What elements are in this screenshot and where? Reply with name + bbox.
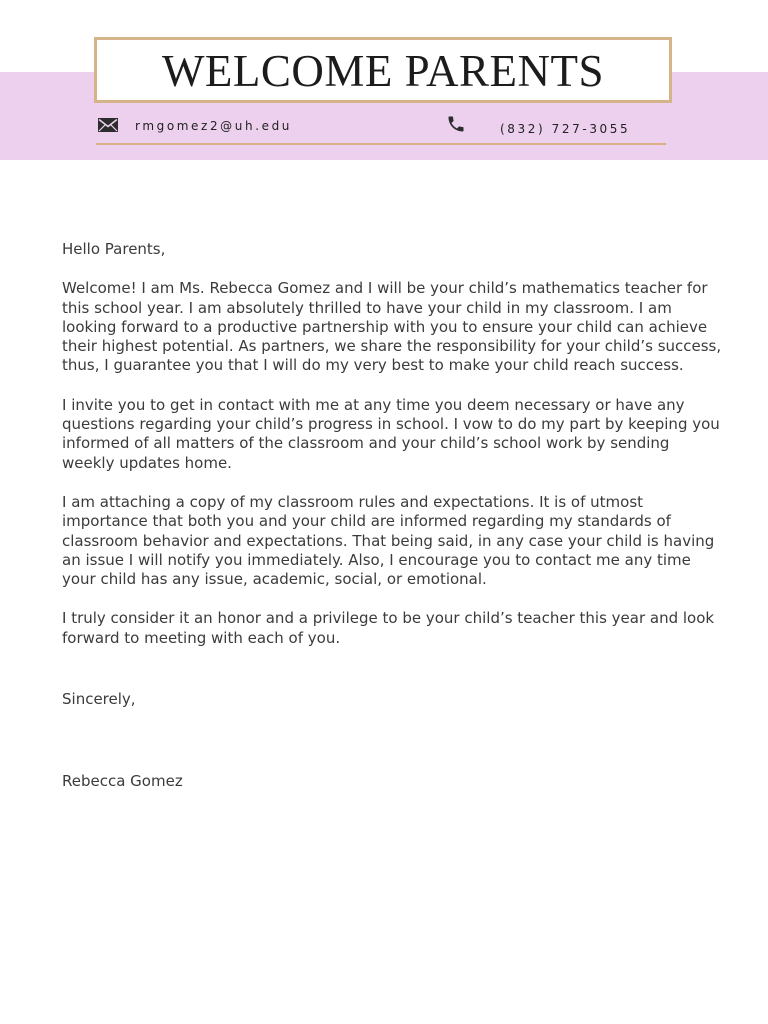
email-address: rmgomez2@uh.edu <box>135 119 293 133</box>
phone-icon <box>446 114 466 138</box>
letter-paragraph: I truly consider it an honor and a privilege to be your child’s teacher this year and look forward to meeting with each of you. <box>62 609 715 647</box>
page-title: WELCOME PARENTS <box>161 46 605 96</box>
phone-contact[interactable] <box>446 114 630 138</box>
letter-greeting: Hello Parents, <box>62 240 166 258</box>
letter-signature: Rebecca Gomez <box>62 772 183 791</box>
letter-paragraph: I invite you to get in contact with me at any time you deem necessary or have any questions regarding your child’s progress in school. I vow to do my part by keeping you informed of all matters of the classroom and your child’s school work by sending weekly updates home. <box>62 395 720 472</box>
title-box <box>94 37 672 103</box>
letter-body <box>62 240 722 792</box>
letter-paragraph: Welcome! I am Ms. Rebecca Gomez and I will be your child’s mathematics teacher for this school year. I am absolutely thrilled to have your child in my classroom. I am looking forward to a productive partnership with you to ensure your child can achieve their highest potential. As partners, we share the responsibility for your child’s success, thus, I guarantee you that I will do my very best to make your child reach success. <box>62 279 722 375</box>
email-contact[interactable] <box>98 114 292 138</box>
letter-closing: Sincerely, <box>62 690 136 709</box>
phone-number: (832) 727-3055 <box>500 121 631 136</box>
envelope-icon <box>98 117 118 136</box>
header-divider <box>96 143 666 145</box>
letter-paragraph: I am attaching a copy of my classroom rules and expectations. It is of utmost importance that both you and your child are informed regarding my standards of classroom behavior and expectations. That being said, in any case your child is having an issue I will notify you immediately. Also, I encourage you to contact me any time your child has any issue, academic, social, or emotional. <box>62 492 715 589</box>
